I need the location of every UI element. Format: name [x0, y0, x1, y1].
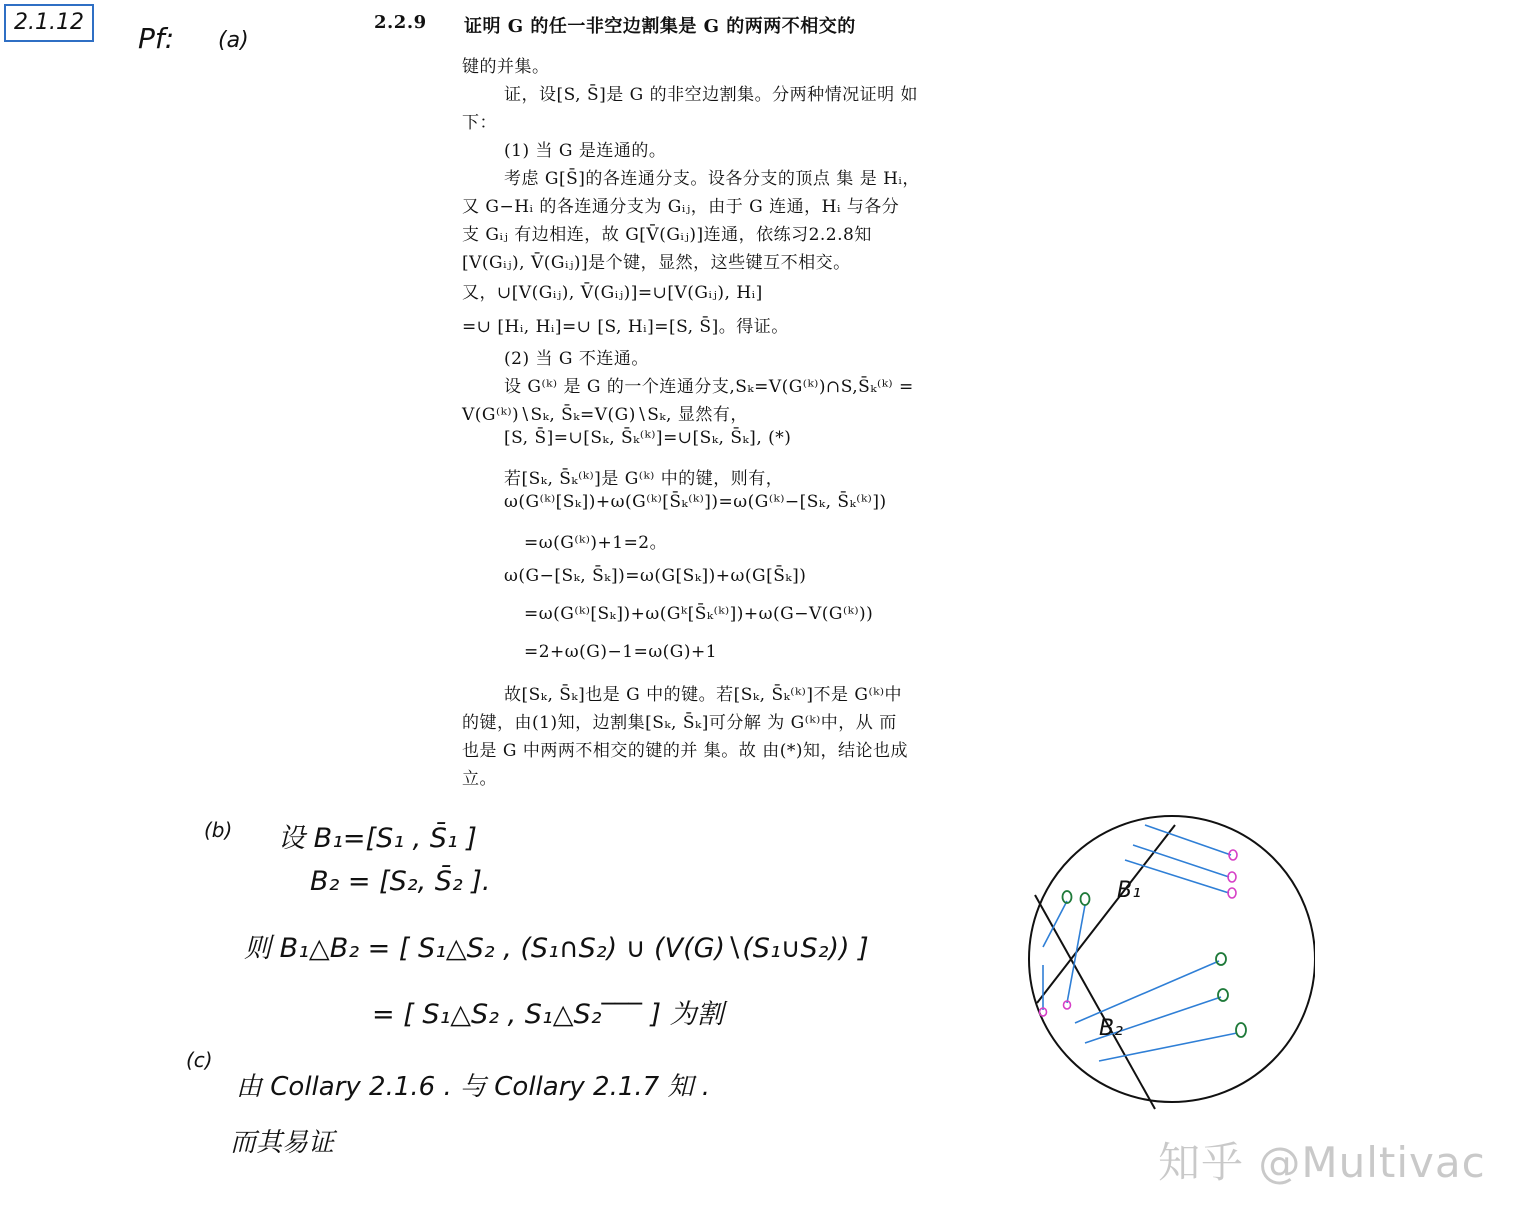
vertex — [1228, 888, 1236, 898]
scan-line: =2+ω(G)−1=ω(G)+1 — [524, 642, 718, 662]
cut-diagram — [1015, 815, 1315, 1115]
proof-label: Pf: — [138, 22, 175, 55]
part-c-label: (c) — [186, 1048, 213, 1072]
scan-line: 证，设[S, S̄]是 G 的非空边割集。分两种情况证明 如 — [504, 85, 919, 105]
scan-line: 下： — [462, 113, 497, 133]
scan-line: =∪ [Hᵢ, Hᵢ]=∪ [S, Hᵢ]=[S, S̄]。得证。 — [462, 317, 789, 337]
part-c-line: 由 Collary 2.1.6 . 与 Collary 2.1.7 知 . — [236, 1072, 710, 1102]
scan-line: 设 G⁽ᵏ⁾ 是 G 的一个连通分支,Sₖ=V(G⁽ᵏ⁾)∩S,S̄ₖ⁽ᵏ⁾ = — [504, 377, 914, 397]
part-b-line: = [ S₁△S₂ , S₁△S₂‾‾‾ ] 为割 — [372, 999, 724, 1030]
scan-line: V(G⁽ᵏ⁾)∖Sₖ, S̄ₖ=V(G)∖Sₖ, 显然有， — [462, 405, 748, 425]
scan-line: 又，∪[V(Gᵢⱼ), V̄(Gᵢⱼ)]=∪[V(Gᵢⱼ), Hᵢ] — [462, 283, 763, 303]
problem-number-box — [4, 4, 94, 42]
part-b-line: 设 B₁=[S₁ , S̄₁ ] — [278, 823, 477, 854]
scan-line: 键的并集。 — [462, 57, 550, 77]
scan-line: 若[Sₖ, S̄ₖ⁽ᵏ⁾]是 G⁽ᵏ⁾ 中的键，则有， — [504, 469, 784, 489]
scan-line: (2) 当 G 不连通。 — [504, 349, 649, 369]
scan-line: 支 Gᵢⱼ 有边相连，故 G[V̄(Gᵢⱼ)]连通，依练习2.2.8知 — [462, 225, 872, 245]
label-b1: B₁ — [1117, 878, 1141, 903]
scan-line: 的键，由(1)知，边割集[Sₖ, S̄ₖ]可分解 为 G⁽ᵏ⁾中，从 而 — [462, 713, 897, 733]
scan-title: 证明 G 的任一非空边割集是 G 的两两不相交的 — [464, 16, 856, 37]
edge-line — [1075, 961, 1219, 1023]
scan-line: 故[Sₖ, S̄ₖ]也是 G 中的键。若[Sₖ, S̄ₖ⁽ᵏ⁾]不是 G⁽ᵏ⁾中 — [504, 685, 903, 705]
scan-line: ω(G−[Sₖ, S̄ₖ])=ω(G[Sₖ])+ω(G[S̄ₖ]) — [504, 566, 807, 586]
problem-number: 2.1.12 — [14, 10, 84, 35]
vertex — [1216, 953, 1226, 965]
label-b2: B₂ — [1099, 1016, 1123, 1041]
scan-line: (1) 当 G 是连通的。 — [504, 141, 667, 161]
scan-line: 考虑 G[S̄]的各连通分支。设各分支的顶点 集 是 Hᵢ， — [504, 169, 920, 189]
edge-line — [1067, 905, 1085, 1003]
vertex — [1218, 989, 1228, 1001]
edge-line — [1145, 825, 1231, 855]
scan-line: =ω(G⁽ᵏ⁾)+1=2。 — [524, 533, 668, 553]
watermark: 知乎 @Multivac — [1158, 1138, 1486, 1187]
scan-line: [V(Gᵢⱼ), V̄(Gᵢⱼ)]是个键，显然，这些键互不相交。 — [462, 253, 851, 273]
scan-line: [S, S̄]=∪[Sₖ, S̄ₖ⁽ᵏ⁾]=∪[Sₖ, S̄ₖ], (*) — [504, 428, 792, 448]
scan-line: 立。 — [462, 769, 497, 789]
part-a-label: (a) — [218, 28, 249, 53]
part-b-line: B₂ = [S₂, S̄₂ ]. — [310, 866, 491, 897]
part-b-line: 则 B₁△B₂ = [ S₁△S₂ , (S₁∩S₂) ∪ (V(G)∖(S₁∪S₂)) ] — [244, 933, 869, 964]
scan-line: =ω(G⁽ᵏ⁾[Sₖ])+ω(Gᵏ[S̄ₖ⁽ᵏ⁾])+ω(G−V(G⁽ᵏ⁾)) — [524, 604, 874, 624]
part-b-label: (b) — [204, 818, 233, 842]
scan-line: ω(G⁽ᵏ⁾[Sₖ])+ω(G⁽ᵏ⁾[S̄ₖ⁽ᵏ⁾])=ω(G⁽ᵏ⁾−[Sₖ, S̄ₖ⁽ᵏ⁾]) — [504, 492, 887, 512]
vertex — [1228, 872, 1236, 882]
scan-title-number: 2.2.9 — [374, 12, 427, 33]
edge-line — [1043, 901, 1067, 947]
part-c-line: 而其易证 — [230, 1128, 335, 1158]
vertex — [1081, 893, 1090, 905]
vertex — [1236, 1023, 1246, 1037]
scan-line: 又 G−Hᵢ 的各连通分支为 Gᵢⱼ，由于 G 连通，Hᵢ 与各分 — [462, 197, 900, 217]
scan-line: 也是 G 中两两不相交的键的并 集。故 由(*)知，结论也成 — [462, 741, 908, 761]
